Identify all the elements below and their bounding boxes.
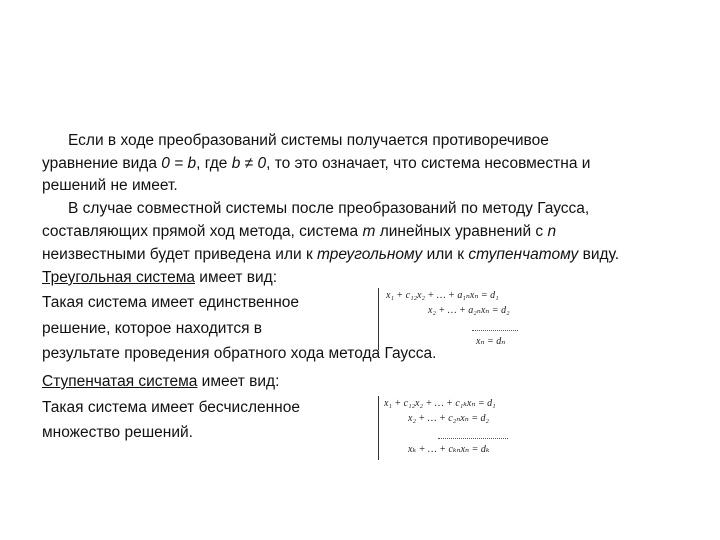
stepped-system-equations	[378, 394, 528, 462]
p2-line2-a: составляющих прямой ход метода, система	[42, 223, 363, 240]
p1-line2-c: , то это означает, что система несовместна и	[266, 155, 591, 172]
p2-line3	[42, 245, 619, 265]
stepped-line2-text: множество решений.	[42, 424, 193, 441]
stepped-eq3: xₖ + … + cₖₙxₙ = dₖ	[408, 444, 490, 455]
p2-stepped-word: ступенчатому	[468, 246, 579, 263]
stepped-heading-underlined: Ступенчатая система	[42, 373, 198, 390]
triangular-eq2: x₂ + … + a₂ₙxₙ = d₂	[428, 305, 510, 316]
triangular-line1-text: Такая система имеет единственное	[42, 294, 299, 311]
dotted-separator	[438, 438, 508, 439]
triangular-eq3: xₙ = dₙ	[476, 336, 506, 347]
p1-line2	[42, 154, 590, 174]
stepped-heading	[42, 372, 279, 392]
triangular-system-equations	[378, 286, 528, 352]
triangular-line3-text: результате проведения обратного хода метода Гаусса.	[42, 345, 437, 362]
p2-line3-a: неизвестными будет приведена или к	[42, 246, 318, 263]
stepped-line2	[42, 423, 193, 443]
p1-line2-b: , где	[196, 155, 232, 172]
left-brace	[378, 288, 379, 350]
triangular-line1	[42, 293, 299, 313]
stepped-line1-text: Такая система имеет бесчисленное	[42, 399, 300, 416]
stepped-eq1: x₁ + c₁₂x₂ + … + c₁ₖxₙ = d₁	[384, 398, 496, 409]
triangular-heading-underlined: Треугольная система	[42, 269, 195, 286]
triangular-eq1: x₁ + c₁₂x₂ + … + a₁ₙxₙ = d₁	[386, 290, 499, 301]
triangular-heading-rest: имеет вид:	[195, 269, 277, 286]
p2-line1	[68, 199, 589, 219]
p2-line3-c: виду.	[578, 246, 620, 263]
p1-line3-text: решений не имеет.	[42, 177, 178, 194]
p2-line1-text: В случае совместной системы после преобразований по методу Гаусса,	[68, 200, 590, 217]
p1-line1-text: Если в ходе преобразований системы получается противоречивое	[68, 132, 549, 149]
triangular-line2	[42, 319, 262, 339]
p2-line2-b: линейных уравнений с	[375, 223, 548, 240]
stepped-line1	[42, 398, 300, 418]
p1-expr-0-eq-b: 0 = b	[161, 155, 197, 172]
p2-var-m: m	[362, 223, 376, 240]
p1-line1	[68, 131, 549, 151]
p2-var-n: n	[547, 223, 557, 240]
dotted-separator	[472, 330, 518, 331]
p2-line2	[42, 222, 556, 242]
stepped-eq2: x₂ + … + c₂ₙxₙ = d₂	[408, 413, 489, 424]
stepped-heading-rest: имеет вид:	[197, 373, 280, 390]
left-brace	[378, 396, 379, 460]
p1-line3	[42, 176, 178, 196]
p1-line2-a: уравнение вида	[42, 155, 162, 172]
p2-line3-b: или к	[422, 246, 469, 263]
p1-expr-b-neq-0: b ≠ 0	[231, 155, 267, 172]
p2-triangular-word: треугольному	[317, 246, 423, 263]
triangular-heading	[42, 268, 277, 288]
triangular-line2-text: решение, которое находится в	[42, 320, 263, 337]
